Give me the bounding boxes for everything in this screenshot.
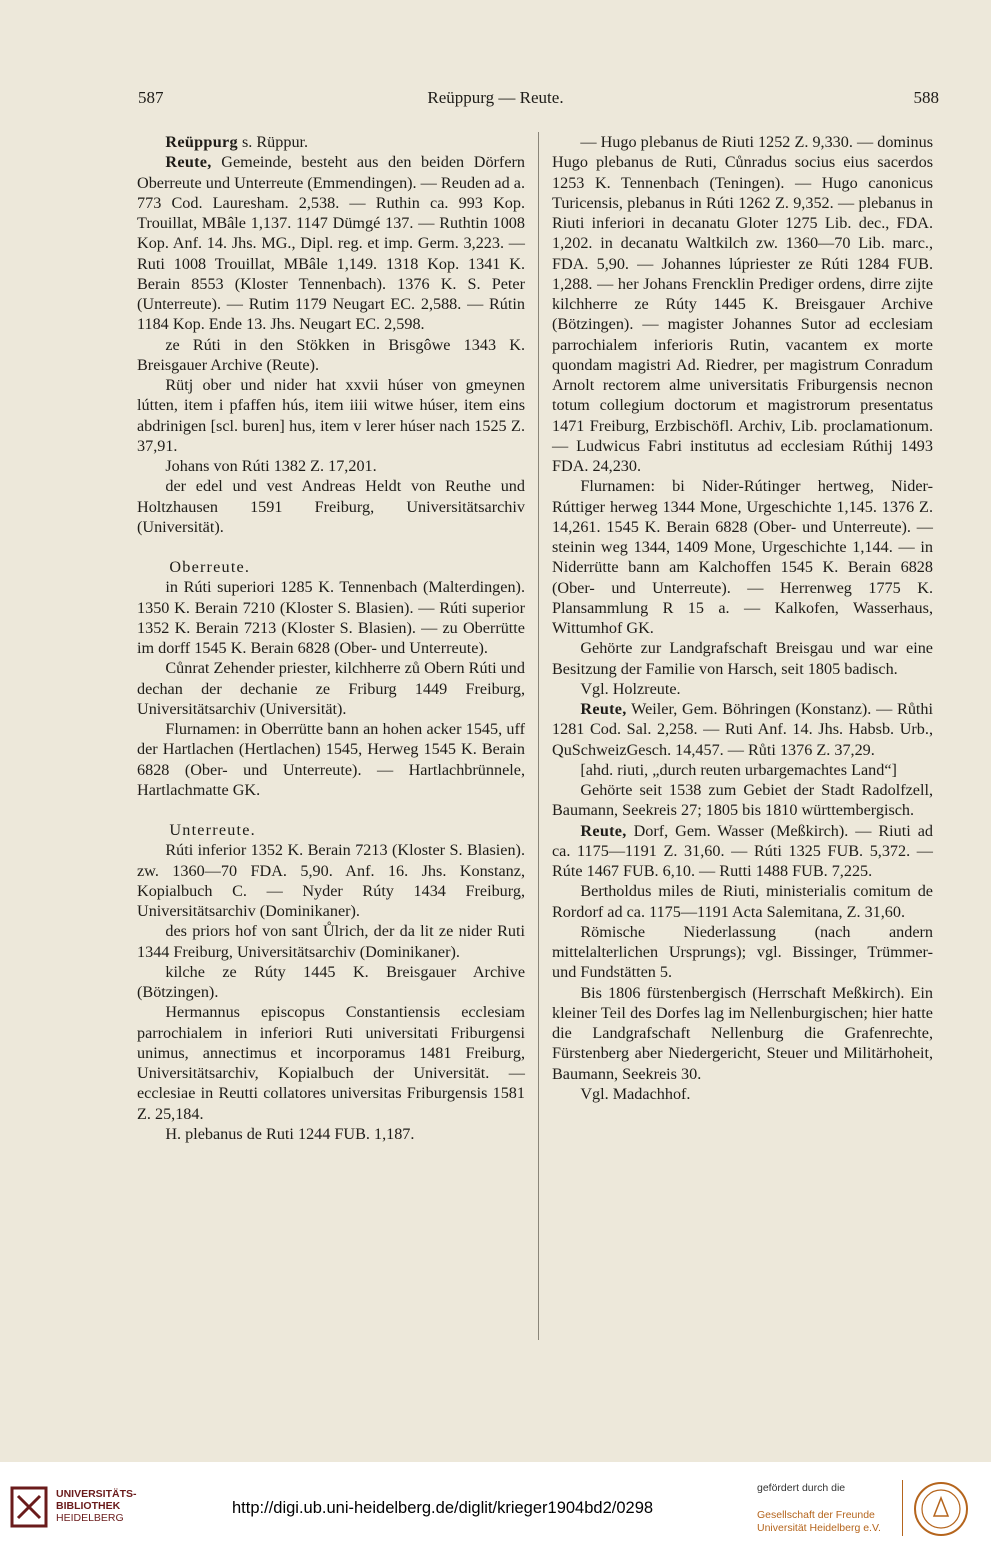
entry-paragraph: [552, 1084, 933, 1104]
entry-text: Gehörte zur Landgrafschaft Breisgau und war eine Besitzung der Familie von Harsch, seit 1805 badisch.: [552, 639, 933, 678]
entry-text: Bis 1806 fürstenbergisch (Herrschaft Meßkirch). Ein kleiner Teil des Dorfes lag im Nellenburgischen; hier hatte die Landgrafschaft Nellenburg die Grafenrechte, Fürstenberg aber Niedergericht, Steuer und Militärhoheit, Baumann, Seekreis 30.: [552, 983, 933, 1083]
entry-text: des priors hof von sant Ůlrich, der da lit ze nider Ruti 1344 Freiburg, Universitätsarchiv (Dominikaner).: [137, 922, 525, 961]
entry-paragraph: [552, 922, 933, 983]
entry-paragraph: [137, 962, 525, 1003]
entry-text: — Hugo plebanus de Riuti 1252 Z. 9,330. — dominus Hugo plebanus de Ruti, Cůnradus socius eius sacerdos 1253 K. Tennenbach (Teningen). — Hugo canonicus Turicensis, plebanus in Rúti 1262 Z. 9,352. — plebanus in Riuti inferiori in decanatu Gloter 1275 Lib. dec., FDA. 1,202. in decanatu Waltkilch zw. 1360—70 Lib. marc., FDA. 5,90. — Johannes lúpriester ze Rúti 1284 FUB. 1,288. — her Johans Frencklin Prediger ordens, dirre zijte kilchherre ze Rúty 1445 K. Breisgauer Archive (Bötzingen). — magister Johannes Sutor ad ecclesiam parrochialem inferioris Rutin, vacantem ex morte quondam magistri Ad. Riedrer, per magistrum Conradum Arnolt rectorem alme universitatis Friburgensis necnon totum collegium doctorum et magistrorum presentatus 1471 Freiburg, Erzbischöfl. Archiv, Lib. proclamationum. — Ludwicus Fabri institutus ad ecclesiam Rúthij 1493 FDA. 24,230.: [552, 133, 933, 475]
entry-paragraph: [137, 152, 525, 334]
entry-text: Johans von Rúti 1382 Z. 17,201.: [165, 457, 377, 475]
sponsor-name: [757, 1509, 881, 1535]
entry-paragraph: [137, 840, 525, 921]
entry-paragraph: [552, 780, 933, 821]
entry-text: Dorf, Gem. Wasser (Meßkirch). — Riuti ad ca. 1175—1191 Z. 31,60. — Rúti 1325 FUB. 5,372. — Rúte 1467 FUB. 6,10. — Rutti 1488 FUB. 7,225.: [552, 821, 933, 880]
sponsor-divider: [902, 1480, 903, 1536]
entry-paragraph: [137, 557, 525, 577]
entry-text: Rütj ober und nider hat xxvii húser von gmeynen lútten, item i pfaffen hús, item iiii witwe húser, item eins abdrinigen [scl. buren] hus, item v lerer húser nach 1525 Z. 37,91.: [137, 376, 525, 455]
library-name-line-1: UNIVERSITÄTS-: [56, 1488, 137, 1500]
entry-text: Weiler, Gem. Böhringen (Konstanz). — Růthi 1281 Cod. Sal. 2,258. — Ruti Anf. 14. Jhs. Habsb. Urb., QuSchweizGesch. 14,457. — Růti 1376 Z. 37,29.: [552, 700, 933, 759]
sponsor-name-line-1: Gesellschaft der Freunde: [757, 1509, 875, 1521]
entry-paragraph: [137, 820, 525, 840]
ub-heidelberg-logo-icon: [10, 1484, 48, 1530]
entry-text: Unterreute.: [169, 821, 256, 839]
entry-paragraph: [137, 1124, 525, 1144]
entry-text: in Rúti superiori 1285 K. Tennenbach (Malterdingen). 1350 K. Berain 7210 (Kloster S. Blasien). — Rúti superior 1352 K. Berain 7213 (Kloster S. Blasien). — zu Oberrütte im dorff 1545 K. Berain 6828 (Ober- und Unterreute).: [137, 578, 525, 657]
entry-text: [ahd. riuti, „durch reuten urbargemachtes Land“]: [580, 760, 897, 779]
entry-text: ze Rúti in den Stökken in Brisgôwe 1343 K. Breisgauer Archive (Reute).: [137, 335, 525, 374]
footer: [0, 1462, 991, 1550]
entry-text: Gehörte seit 1538 zum Gebiet der Stadt Radolfzell, Baumann, Seekreis 27; 1805 bis 1810 württembergisch.: [552, 781, 933, 820]
entry-headword: Reute,: [580, 700, 627, 718]
entry-text: Gemeinde, besteht aus den beiden Dörfern Oberreute und Unterreute (Emmendingen). — Reuden ad a. 773 Cod. Lauresham. 2,538. — Ruthin ca. 993 Kop. Trouillat, MBâle 1,137. 1147 Dümgé 137. — Ruthtin 1008 Kop. Anf. 14. Jhs. MG., Dipl. reg. et imp. Germ. 3,223. — Ruti 1008 Trouillat, MBâle 1,149. 1318 Kop. 1341 K. Berain 8553 (Kloster Tennenbach). 1376 K. S. Peter (Unterreute). — Rutim 1179 Neugart EC. 2,588. — Rútin 1184 Kop. Ende 13. Jhs. Neugart EC. 2,598.: [137, 153, 525, 334]
running-header: Reüppurg — Reute.: [427, 88, 564, 107]
permalink-url[interactable]: http://digi.ub.uni-heidelberg.de/diglit/krieger1904bd2/0298: [232, 1499, 654, 1517]
entry-text: kilche ze Rúty 1445 K. Breisgauer Archive (Bötzingen).: [137, 962, 525, 1001]
entry-paragraph: [552, 638, 933, 679]
entry-text: Flurnamen: in Oberrütte bann an hohen acker 1545, uff der Hartlachen (Hertlachen) 1545, Herweg 1545 K. Berain 6828 (Ober- und Unterreute). — Hartlachbrünnele, Hartlachmatte GK.: [137, 720, 525, 799]
entry-paragraph: [552, 983, 933, 1084]
entry-paragraph: [552, 476, 933, 638]
entry-paragraph: [552, 881, 933, 922]
entry-text: Rúti inferior 1352 K. Berain 7213 (Kloster S. Blasien). zw. 1360—70 FDA. 5,90. Anf. 16. Jhs. Konstanz, Kopialbuch C. — Nyder Rúty 1434 Freiburg, Universitätsarchiv (Dominikaner).: [137, 841, 525, 920]
entry-text: Cůnrat Zehender priester, kilchherre zů Obern Rúti und dechan der dechanie ze Friburg 1449 Freiburg, Universitätsarchiv (Universität).: [137, 659, 525, 718]
entry-text: Vgl. Holzreute.: [580, 679, 681, 698]
entry-paragraph: [552, 132, 933, 476]
library-name-line-3: HEIDELBERG: [56, 1512, 124, 1524]
sponsor-name-line-2: Universität Heidelberg e.V.: [757, 1522, 881, 1534]
entry-paragraph: [137, 375, 525, 456]
entry-paragraph: [137, 921, 525, 962]
entry-paragraph: [137, 132, 525, 152]
right-column: [552, 132, 933, 1104]
entry-text: s. Rüppur.: [237, 133, 309, 151]
page-number-left: 587: [138, 88, 164, 107]
entry-headword: Reute,: [580, 821, 627, 840]
entry-text: Bertholdus miles de Riuti, ministerialis comitum de Rordorf ad ca. 1175—1191 Acta Salemitana, Z. 31,60.: [552, 882, 933, 921]
entry-paragraph: [137, 719, 525, 800]
entry-paragraph: [137, 476, 525, 537]
entry-paragraph: [137, 658, 525, 719]
university-seal-icon: [912, 1480, 970, 1538]
entry-text: Hermannus episcopus Constantiensis ecclesiam parrochialem in inferiori Ruti universitati Friburgensi unimus, annectimus et incorporamus 1481 Freiburg, Universitätsarchiv, Kopialbuch der Universität. — ecclesiae in Reutti collatores universitas Friburgensis 1581 Z. 25,184.: [137, 1003, 525, 1123]
column-divider: [538, 132, 539, 1340]
entry-text: Vgl. Madachhof.: [580, 1084, 691, 1103]
page-number-right: 588: [913, 88, 939, 107]
entry-text: der edel und vest Andreas Heldt von Reuthe und Holtzhausen 1591 Freiburg, Universitätsarchiv (Universität).: [137, 477, 525, 536]
entry-paragraph: [552, 679, 933, 699]
entry-paragraph: [137, 577, 525, 658]
library-name: [56, 1488, 137, 1524]
entry-paragraph: [137, 456, 525, 476]
entry-paragraph: [552, 760, 933, 780]
entry-paragraph: [137, 335, 525, 376]
entry-paragraph: [552, 821, 933, 882]
entry-paragraph: [552, 699, 933, 760]
entry-headword: Reüppurg: [165, 133, 238, 151]
entry-text: H. plebanus de Ruti 1244 FUB. 1,187.: [165, 1124, 415, 1143]
entry-paragraph: [137, 1002, 525, 1124]
entry-text: Flurnamen: bi Nider-Rútinger hertweg, Nider-Rúttiger herweg 1344 Mone, Urgeschichte 1,145. 1376 Z. 14,261. 1545 K. Berain 6828 (Ober- und Unterreute). — steinin weg 1344, 1409 Mone, Urgeschichte 1,144. — in Niderrütte bann am Kalchoffen 1545 K. Berain 6828 (Ober- und Unterreute). — Herrenweg 1775 K. Plansammlung R 15 a. — Kalkofen, Wasserhaus, Wittumhof GK.: [552, 477, 933, 637]
sponsor-caption: gefördert durch die: [757, 1482, 846, 1494]
entry-text: Römische Niederlassung (nach andern mittelalterlichen Ursprungs); vgl. Bissinger, Trümmer- und Fundstätten 5.: [552, 922, 933, 982]
left-column: [137, 132, 525, 1144]
entry-text: Oberreute.: [169, 558, 251, 576]
library-name-line-2: BIBLIOTHEK: [56, 1500, 121, 1512]
entry-headword: Reute,: [165, 153, 212, 172]
